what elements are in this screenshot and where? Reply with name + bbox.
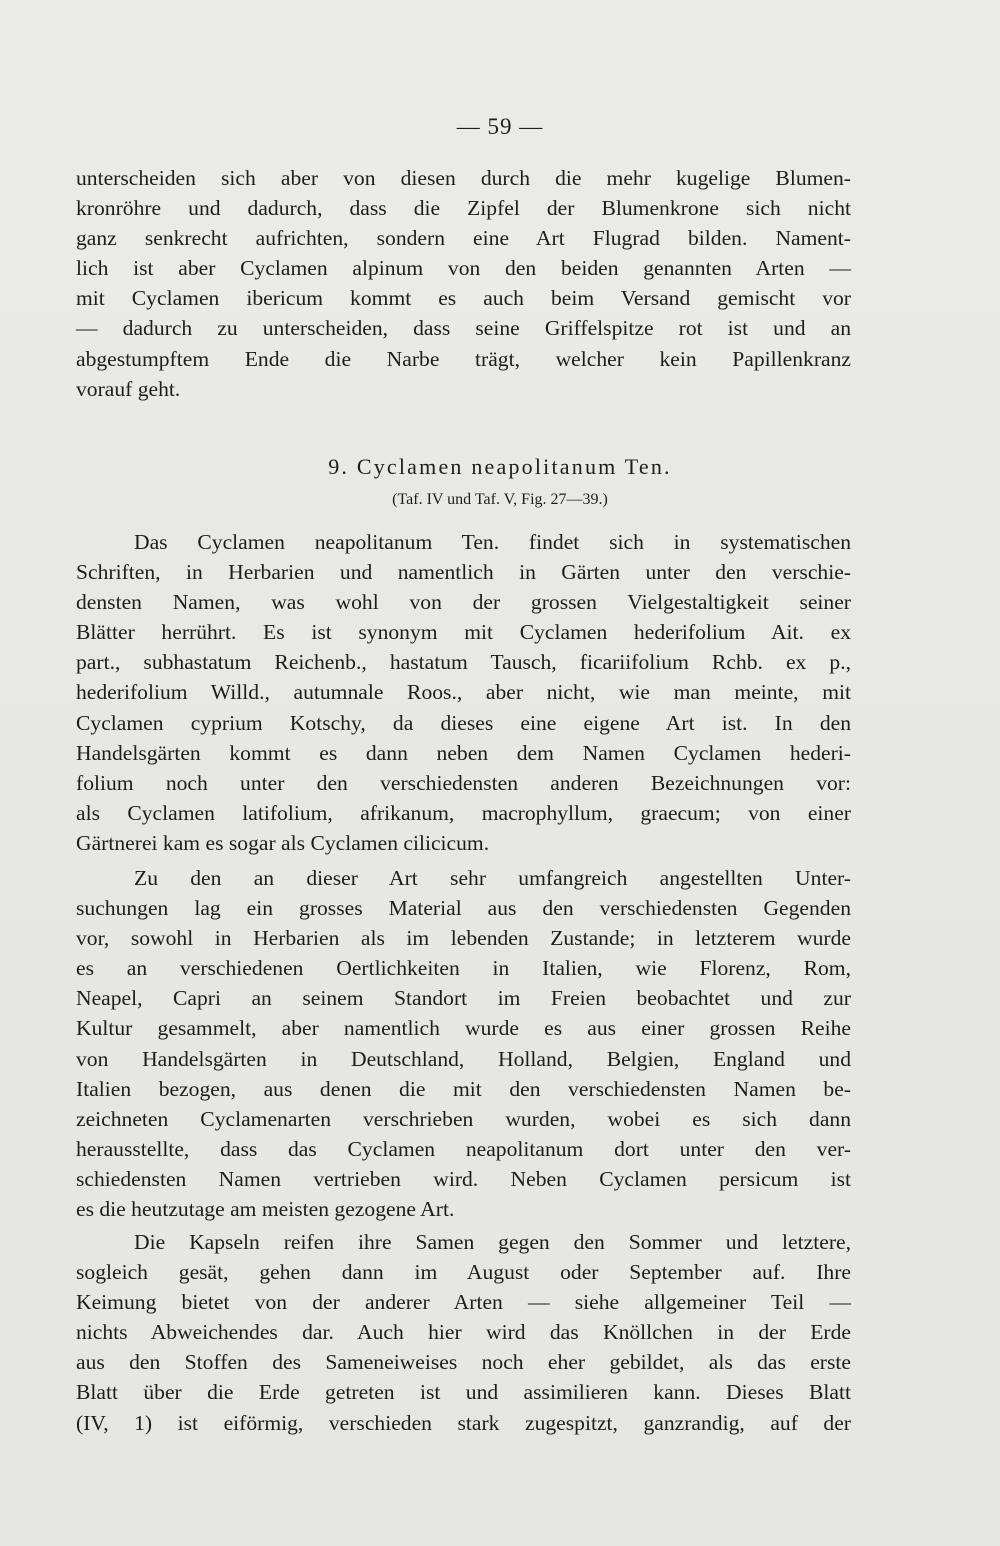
text-line: kronröhre und dadurch, dass die Zipfel der Blumenkrone sich nicht [76, 196, 851, 221]
text-line: zeichneten Cyclamenarten verschrieben wurden, wobei es sich dann [76, 1106, 851, 1131]
text-line: ganz senkrecht aufrichten, sondern eine Art Flugrad bilden. Nament- [76, 226, 851, 251]
text-line: Cyclamen cyprium Kotschy, da dieses eine eigene Art ist. In den [76, 710, 851, 735]
text-line: hederifolium Willd., autumnale Roos., aber nicht, wie man meinte, mit [76, 680, 851, 705]
text-line: aus den Stoffen des Sameneiweises noch eher gebildet, als das erste [76, 1350, 851, 1375]
text-line: es an verschiedenen Oertlichkeiten in Italien, wie Florenz, Rom, [76, 956, 851, 981]
page-number: — 59 — [456, 114, 544, 139]
section-title: 9. Cyclamen neapolitanum Ten. [328, 454, 672, 479]
text-line: es die heutzutage am meisten gezogene Art. [76, 1197, 455, 1222]
text-line: Gärtnerei kam es sogar als Cyclamen cilicicum. [76, 830, 490, 855]
text-line: lich ist aber Cyclamen alpinum von den beiden genannten Arten — [76, 256, 851, 281]
text-line: Kultur gesammelt, aber namentlich wurde es aus einer grossen Reihe [76, 1016, 851, 1041]
text-line: als Cyclamen latifolium, afrikanum, macrophyllum, graecum; von einer [76, 800, 851, 825]
text-line: Blätter herrührt. Es ist synonym mit Cyclamen hederifolium Ait. ex [76, 620, 851, 645]
text-line: sogleich gesät, gehen dann im August oder September auf. Ihre [76, 1260, 851, 1285]
text-line: folium noch unter den verschiedensten anderen Bezeichnungen vor: [76, 770, 851, 795]
text-line: unterscheiden sich aber von diesen durch die mehr kugelige Blumen- [76, 166, 851, 190]
text-line: Handelsgärten kommt es dann neben dem Namen Cyclamen hederi- [76, 740, 851, 765]
text-line: nichts Abweichendes dar. Auch hier wird das Knöllchen in der Erde [76, 1320, 851, 1345]
text-line: densten Namen, was wohl von der grossen Vielgestaltigkeit seiner [76, 590, 851, 615]
text-line: mit Cyclamen ibericum kommt es auch beim Versand gemischt vor [76, 286, 851, 311]
paragraph-3 [76, 863, 851, 1224]
text-line: Blatt über die Erde getreten ist und assimilieren kann. Dieses Blatt [76, 1380, 851, 1405]
text-line: vor, sowohl in Herbarien als im lebenden Zustande; in letzterem wurde [76, 926, 851, 951]
text-line: Das Cyclamen neapolitanum Ten. findet sich in systematischen [134, 530, 851, 554]
paragraph-4 [76, 1227, 851, 1438]
text-line: (IV, 1) ist eiförmig, verschieden stark zugespitzt, ganzrandig, auf der [76, 1410, 851, 1435]
text-line: Keimung bietet von der anderer Arten — siehe allgemeiner Teil — [76, 1290, 851, 1315]
paragraph-2 [76, 527, 851, 858]
text-line: schiedensten Namen vertrieben wird. Neben Cyclamen persicum ist [76, 1166, 851, 1191]
text-line: abgestumpftem Ende die Narbe trägt, welcher kein Papillenkranz [76, 346, 851, 371]
text-line: Die Kapseln reifen ihre Samen gegen den Sommer und letztere, [134, 1230, 851, 1254]
text-line: part., subhastatum Reichenb., hastatum Tausch, ficariifolium Rchb. ex p., [76, 650, 851, 675]
text-line: Zu den an dieser Art sehr umfangreich angestellten Unter- [134, 866, 851, 890]
paragraph-1 [76, 163, 851, 404]
text-line: Neapel, Capri an seinem Standort im Freien beobachtet und zur [76, 986, 851, 1011]
text-line: vorauf geht. [76, 376, 181, 401]
section-reference: (Taf. IV und Taf. V, Fig. 27—39.) [392, 491, 608, 508]
text-line: von Handelsgärten in Deutschland, Holland, Belgien, England und [76, 1046, 851, 1071]
text-line: herausstellte, dass das Cyclamen neapolitanum dort unter den ver- [76, 1136, 851, 1161]
text-line: Schriften, in Herbarien und namentlich in Gärten unter den verschie- [76, 560, 851, 585]
text-line: suchungen lag ein grosses Material aus den verschiedensten Gegenden [76, 896, 851, 921]
text-line: — dadurch zu unterscheiden, dass seine Griffelspitze rot ist und an [76, 316, 851, 341]
text-line: Italien bezogen, aus denen die mit den verschiedensten Namen be- [76, 1076, 851, 1101]
